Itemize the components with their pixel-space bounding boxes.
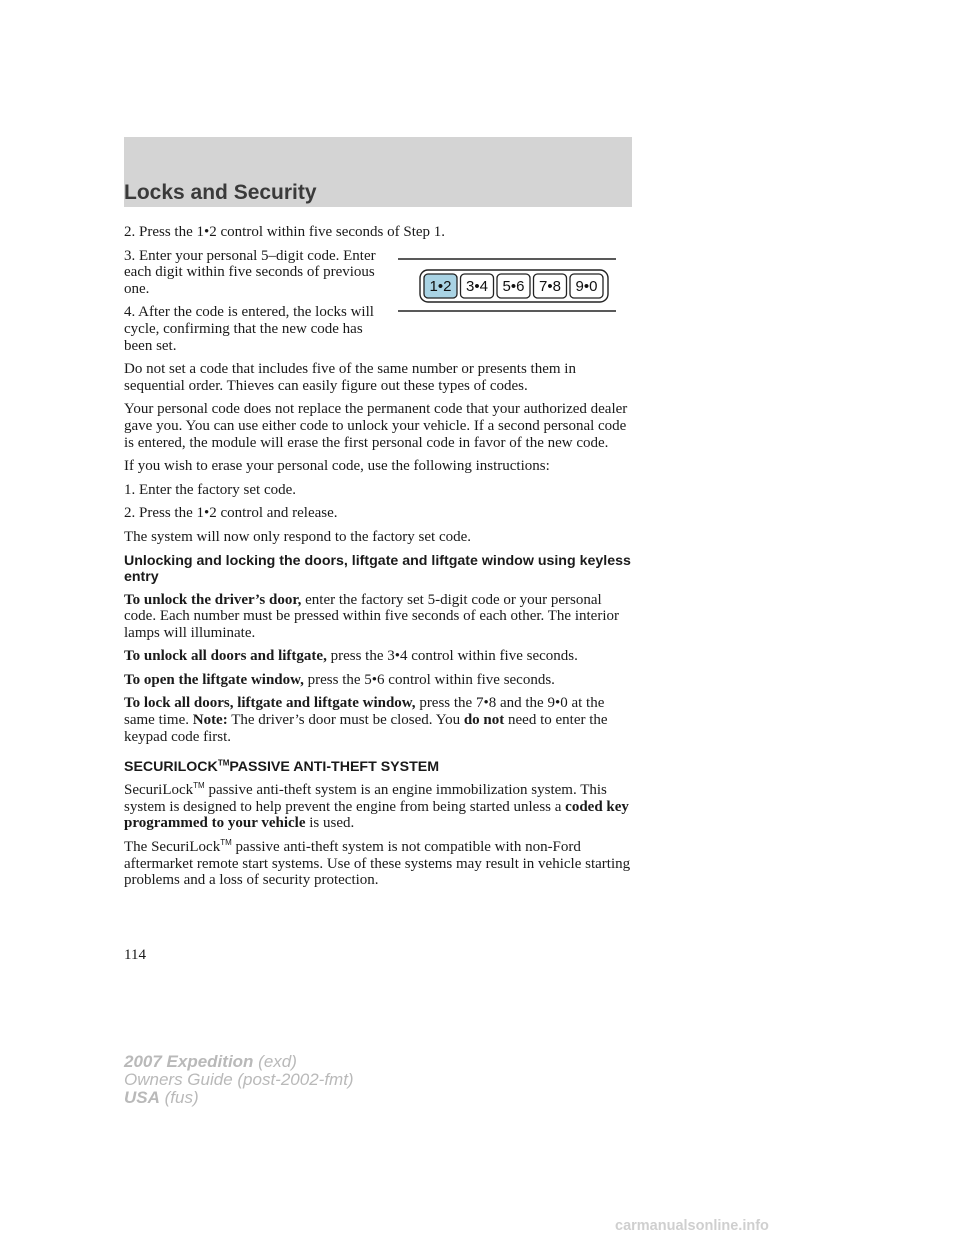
keypad-key-label: 5•6 — [502, 278, 525, 295]
page-title: Locks and Security — [124, 181, 317, 204]
footer-bold: USA — [124, 1088, 160, 1107]
text: press the 3•4 control within five seconds. — [326, 648, 578, 665]
heading-part: SECURILOCK — [124, 759, 218, 776]
paragraph: The system will now only respond to the factory set code. — [124, 528, 472, 545]
text: is used. — [305, 815, 355, 832]
paragraph: 4. After the code is entered, the locks will cycle, confirming that the new code has been set. — [124, 304, 374, 354]
text: SecuriLock — [124, 782, 194, 799]
body-text — [124, 224, 634, 896]
note-label: Note: — [192, 712, 228, 729]
paragraph: 1. Enter the factory set code. — [124, 481, 297, 498]
footer-line — [124, 1089, 354, 1107]
bold-text: do not — [463, 712, 505, 729]
bold-lead: To unlock all doors and liftgate, — [124, 648, 327, 665]
text: press the 7•8 and the 9•0 at the same time. — [124, 695, 605, 729]
paragraph: 3. Enter your personal 5–digit code. Enter each digit within five seconds of previous one. — [124, 247, 376, 297]
paragraph: If you wish to erase your personal code, use the following instructions: — [124, 458, 550, 475]
keypad-key-label: 3•4 — [466, 278, 488, 295]
trademark-mark: TM — [193, 781, 205, 791]
footer-line — [124, 1053, 354, 1071]
section-heading — [124, 759, 634, 775]
paragraph — [124, 839, 634, 889]
footer-bold: 2007 Expedition — [124, 1052, 254, 1071]
keypad-key-label: 9•0 — [575, 278, 598, 295]
paragraph: Your personal code does not replace the permanent code that your authorized dealer gave you. You can use either code to unlock your vehicle. If a second personal code is entered, the module will erase the first personal code in favor of the new code. — [124, 401, 628, 451]
heading-part: PASSIVE ANTI-THEFT SYSTEM — [229, 759, 440, 776]
text: press the 5•6 control within five seconds. — [303, 671, 555, 688]
paragraph: Do not set a code that includes five of the same number or presents them in sequential order. Thieves can easily figure out these types of codes. — [124, 361, 576, 394]
trademark-mark: TM — [217, 758, 230, 768]
paragraph — [124, 782, 634, 832]
keypad-key-label: 7•8 — [539, 278, 561, 295]
bold-lead: To unlock the driver’s door, — [124, 591, 302, 608]
footer-text: (fus) — [159, 1088, 199, 1107]
paragraph: 2. Press the 1•2 control and release. — [124, 505, 338, 522]
footer-line: Owners Guide (post-2002-fmt) — [124, 1070, 354, 1089]
text: The driver’s door must be closed. You — [227, 712, 464, 729]
footer-text: (exd) — [253, 1052, 297, 1071]
bold-lead: To open the liftgate window, — [124, 671, 304, 688]
text: passive anti-theft system is not compatible with non-Ford aftermarket remote start systems. Use of these systems may result in vehicle starting problems and a loss of security protection. — [124, 839, 631, 889]
watermark: carmanualsonline.info — [615, 1218, 769, 1234]
paragraph: 2. Press the 1•2 control within five seconds of Step 1. — [124, 224, 446, 240]
footer — [124, 1053, 354, 1107]
bold-lead: To lock all doors, liftgate and liftgate window, — [124, 695, 416, 712]
paragraph — [124, 592, 634, 642]
text: The SecuriLock — [124, 839, 221, 856]
text: need to enter the keypad code first. — [124, 712, 608, 745]
paragraph — [124, 672, 634, 689]
keypad-key-label: 1•2 — [429, 278, 452, 295]
page-number: 114 — [124, 947, 146, 963]
text: enter the factory set 5-digit code or your personal code. Each number must be pressed within five seconds of each other. The interior lamps will illuminate. — [124, 591, 619, 641]
section-heading: Unlocking and locking the doors, liftgate and liftgate window using keyless entry — [124, 552, 631, 585]
paragraph — [124, 648, 634, 665]
trademark-mark: TM — [220, 838, 232, 848]
bold-text: coded key programmed to your vehicle — [124, 798, 629, 832]
text: passive anti-theft system is an engine immobilization system. This system is designed to help prevent the engine from being started unless a — [124, 782, 607, 815]
paragraph — [124, 695, 634, 745]
